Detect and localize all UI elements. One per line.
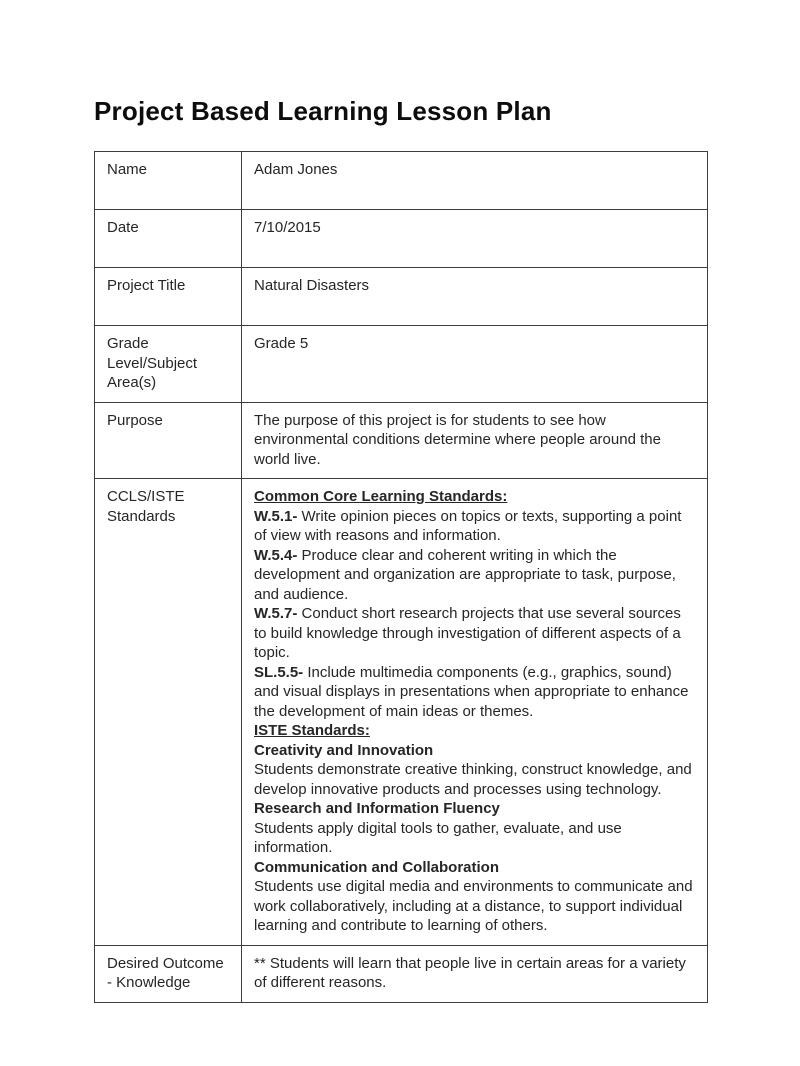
standards-paragraph: Creativity and Innovation [254,741,434,759]
standards-paragraph: SL.5.5- Include multimedia components (e.g., graphics, sound) and visual displays in presentations when appropriate to enhance the development of main ideas or themes. [254,663,689,720]
standards-paragraph: W.5.1- Write opinion pieces on topics or texts, supporting a point of view with reasons and information. [254,507,682,544]
row-label-date: Date [95,210,242,268]
standards-paragraph: Communication and Collaboration [254,858,500,876]
standards-cell [242,479,708,946]
table-row-date [95,210,708,268]
standards-paragraph: Common Core Learning Standards: [254,488,508,505]
standards-paragraph: Students apply digital tools to gather, evaluate, and use information. [254,819,622,856]
row-value-date: 7/10/2015 [242,210,708,268]
table-row-standards [95,479,708,946]
row-label-desired-outcome: Desired Outcome - Knowledge [95,945,242,1002]
table-row-grade-level [95,326,708,403]
table-row-purpose [95,402,708,479]
standards-paragraph: W.5.7- Conduct short research projects that use several sources to build knowledge through investigation of different aspects of a topic. [254,605,681,661]
standards-paragraph: Research and Information Fluency [254,800,500,817]
lesson-plan-table [94,151,708,1003]
table-row-project-title [95,268,708,326]
row-label-grade-level: Grade Level/Subject Area(s) [95,326,242,403]
table-row-name [95,152,708,210]
row-value-project-title: Natural Disasters [242,268,708,326]
row-value-grade-level: Grade 5 [242,326,708,403]
standards-paragraph: Students demonstrate creative thinking, construct knowledge, and develop innovative products and processes using technology. [254,761,692,798]
standards-paragraph: Students use digital media and environments to communicate and work collaboratively, including at a distance, to support individual learning and contribute to learning of others. [254,878,693,934]
row-label-purpose: Purpose [95,402,242,479]
row-label-standards: CCLS/ISTE Standards [95,479,242,946]
standards-paragraph: W.5.4- Produce clear and coherent writing in which the development and organization are appropriate to task, purpose, and audience. [254,546,676,603]
row-value-purpose: The purpose of this project is for students to see how environmental conditions determine where people around the world live. [242,402,708,479]
table-row-desired-outcome [95,945,708,1002]
standards-paragraph: ISTE Standards: [254,722,370,739]
row-value-name: Adam Jones [242,152,708,210]
page-title: Project Based Learning Lesson Plan [94,96,552,126]
row-label-name: Name [95,152,242,210]
row-label-project-title: Project Title [95,268,242,326]
row-value-desired-outcome: ** Students will learn that people live in certain areas for a variety of different reasons. [242,945,708,1002]
